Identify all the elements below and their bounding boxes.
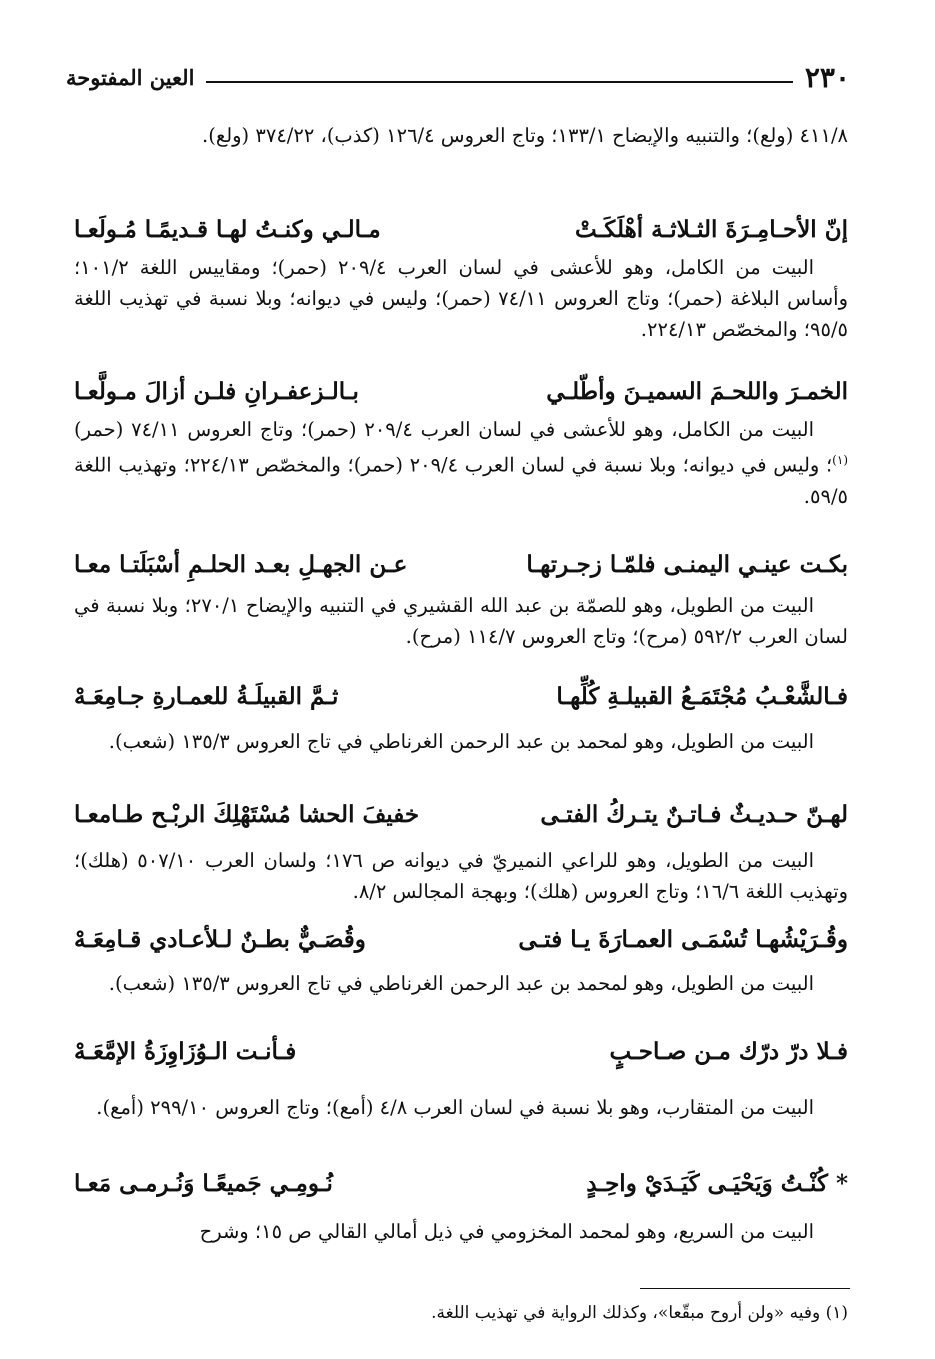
verse-5-commentary	[74, 845, 848, 907]
verse-hemistich-second: وقُصَـيٌّ بطـنٌ لـلأعـادي قـامِعَـهْ	[74, 925, 366, 953]
verse-hemistich-second: عـن الجهـلِ بعـد الحلـمِ أسْبَلَتـا معـا	[74, 550, 408, 578]
verse-hemistich-first: بكـت عينـي اليمنـى فلمّـا زجـرتهـا	[526, 550, 848, 578]
running-title: العين المفتوحة	[66, 64, 195, 90]
verse-hemistich-second: فـأنـت الـوُزَاوِزَةُ الإمَّعَـهْ	[74, 1037, 297, 1065]
verse-8	[74, 1162, 848, 1204]
verse-hemistich-first: فـلا درّ درّك مـن صـاحـبٍ	[609, 1037, 848, 1065]
footnote-marker: (١)	[832, 453, 848, 467]
verse-3-commentary	[74, 590, 848, 652]
verse-hemistich-first: وقُـرَيْشُهـا تُسْمَـى العمـارَةَ يـا فتـى	[518, 925, 848, 953]
footnote: (١) وفيه «ولن أروح مبقّعا»، وكذلك الرواية في تهذيب اللغة.	[431, 1303, 848, 1323]
prose-line: البيت من الطويل، وهو للصمّة بن عبد الله القشيري في التنبيه والإيضاح ٢٧٠/١؛ وبلا نسبة في لسان العرب ٥٩٢/٢ (مرح)؛ وتاج العروس ١١٤/٧ (مرح).	[74, 594, 848, 648]
verse-hemistich-first: إنّ الأحـامِـرَةَ الثـلاثـة أهْلَكَـتْ	[574, 215, 848, 243]
prose-line: ؛ وليس في ديوانه؛ وبلا نسبة في لسان العرب ٢٠٩/٤ (حمر)؛ والمخصّص ٢٢٤/١٣؛ وتهذيب اللغة ٥٩/٥.	[74, 453, 848, 508]
prose-line: البيت من السريع، وهو لمحمد المخزومي في ذيل أمالي القالي ص ١٥؛ وشرح	[199, 1220, 814, 1243]
prose-line: البيت من الكامل، وهو للأعشى في لسان العرب ٢٠٩/٤ (حمر)؛ ومقاييس اللغة ١٠١/٢؛ وأساس البلاغة (حمر)؛ وتاج العروس ٧٤/١١ (حمر)؛ وليس في ديوانه؛ وبلا نسبة في تهذيب اللغة ٩٥/٥؛ والمخصّص ٢٢٤/١٣.	[74, 256, 848, 341]
verse-4	[74, 675, 848, 717]
prose-line: البيت من الطويل، وهو للراعي النميريّ في ديوانه ص ١٧٦؛ ولسان العرب ٥٠٧/١٠ (هلك)؛ وتهذيب اللغة ١٦/٦؛ وتاج العروس (هلك)؛ وبهجة المجالس ٨/٢.	[74, 849, 848, 903]
verse-3	[74, 543, 848, 585]
verse-5	[74, 793, 848, 835]
verse-hemistich-second: نُـومِـي جَميعًـا وَنُـرمـى مَعـا	[74, 1169, 333, 1197]
prose-line: ٤١١/٨ (ولع)؛ والتنبيه والإيضاح ١٣٣/١؛ وتاج العروس ١٢٦/٤ (كذب)، ٣٧٤/٢٢ (ولع).	[202, 124, 848, 147]
verse-2	[74, 370, 848, 412]
verse-hemistich-second: بـالـزعفـرانِ فلـن أزالَ مـولَّعـا	[74, 377, 359, 405]
footnote-rule	[640, 1288, 850, 1289]
verse-6	[74, 918, 848, 960]
verse-hemistich-second: مـالـي وكنـتُ لهـا قـديمًـا مُـولَعـا	[74, 215, 381, 243]
header-rule	[206, 81, 792, 83]
prose-line: البيت من المتقارب، وهو بلا نسبة في لسان العرب ٤/٨ (أمع)؛ وتاج العروس ٢٩٩/١٠ (أمع).	[96, 1096, 814, 1119]
verse-8-commentary	[74, 1216, 848, 1247]
verse-1	[74, 208, 848, 250]
verse-7-commentary	[74, 1092, 848, 1123]
verse-hemistich-first: * كُنْـتُ وَيَحْيَـى كَيَـدَيْ واحِـدٍ	[586, 1169, 848, 1197]
verse-2-commentary	[74, 414, 848, 512]
verse-1-commentary	[74, 252, 848, 345]
verse-6-commentary	[74, 968, 848, 999]
prose-continuation	[74, 120, 848, 151]
verse-hemistich-second: خفيفَ الحشا مُسْتَهْلِكَ الربْـح طـامعـا	[74, 800, 420, 828]
prose-line: البيت من الطويل، وهو لمحمد بن عبد الرحمن الغرناطي في تاج العروس ١٣٥/٣ (شعب).	[108, 730, 814, 753]
verse-hemistich-first: لهـنّ حـديـثٌ فـاتـنٌ يتـركُ الفتـى	[540, 800, 848, 828]
verse-4-commentary	[74, 726, 848, 757]
page-number: ٢٣٠	[804, 60, 850, 94]
verse-hemistich-first: الخمـرَ واللحـمَ السميـنَ وأطّلـي	[546, 377, 848, 405]
prose-line: البيت من الكامل، وهو للأعشى في لسان العرب ٢٠٩/٤ (حمر)؛ وتاج العروس ٧٤/١١ (حمر)	[74, 418, 814, 441]
verse-hemistich-second: ثـمَّ القبيلَـةُ للعمـارةِ جـامِعَـهْ	[74, 682, 339, 710]
page-header	[66, 60, 850, 94]
prose-line: البيت من الطويل، وهو لمحمد بن عبد الرحمن الغرناطي في تاج العروس ١٣٥/٣ (شعب).	[108, 972, 814, 995]
verse-7	[74, 1030, 848, 1072]
verse-hemistich-first: فـالشَّعْـبُ مُجْتَمَـعُ القبيلـةِ كُلِّهـا	[556, 682, 848, 710]
